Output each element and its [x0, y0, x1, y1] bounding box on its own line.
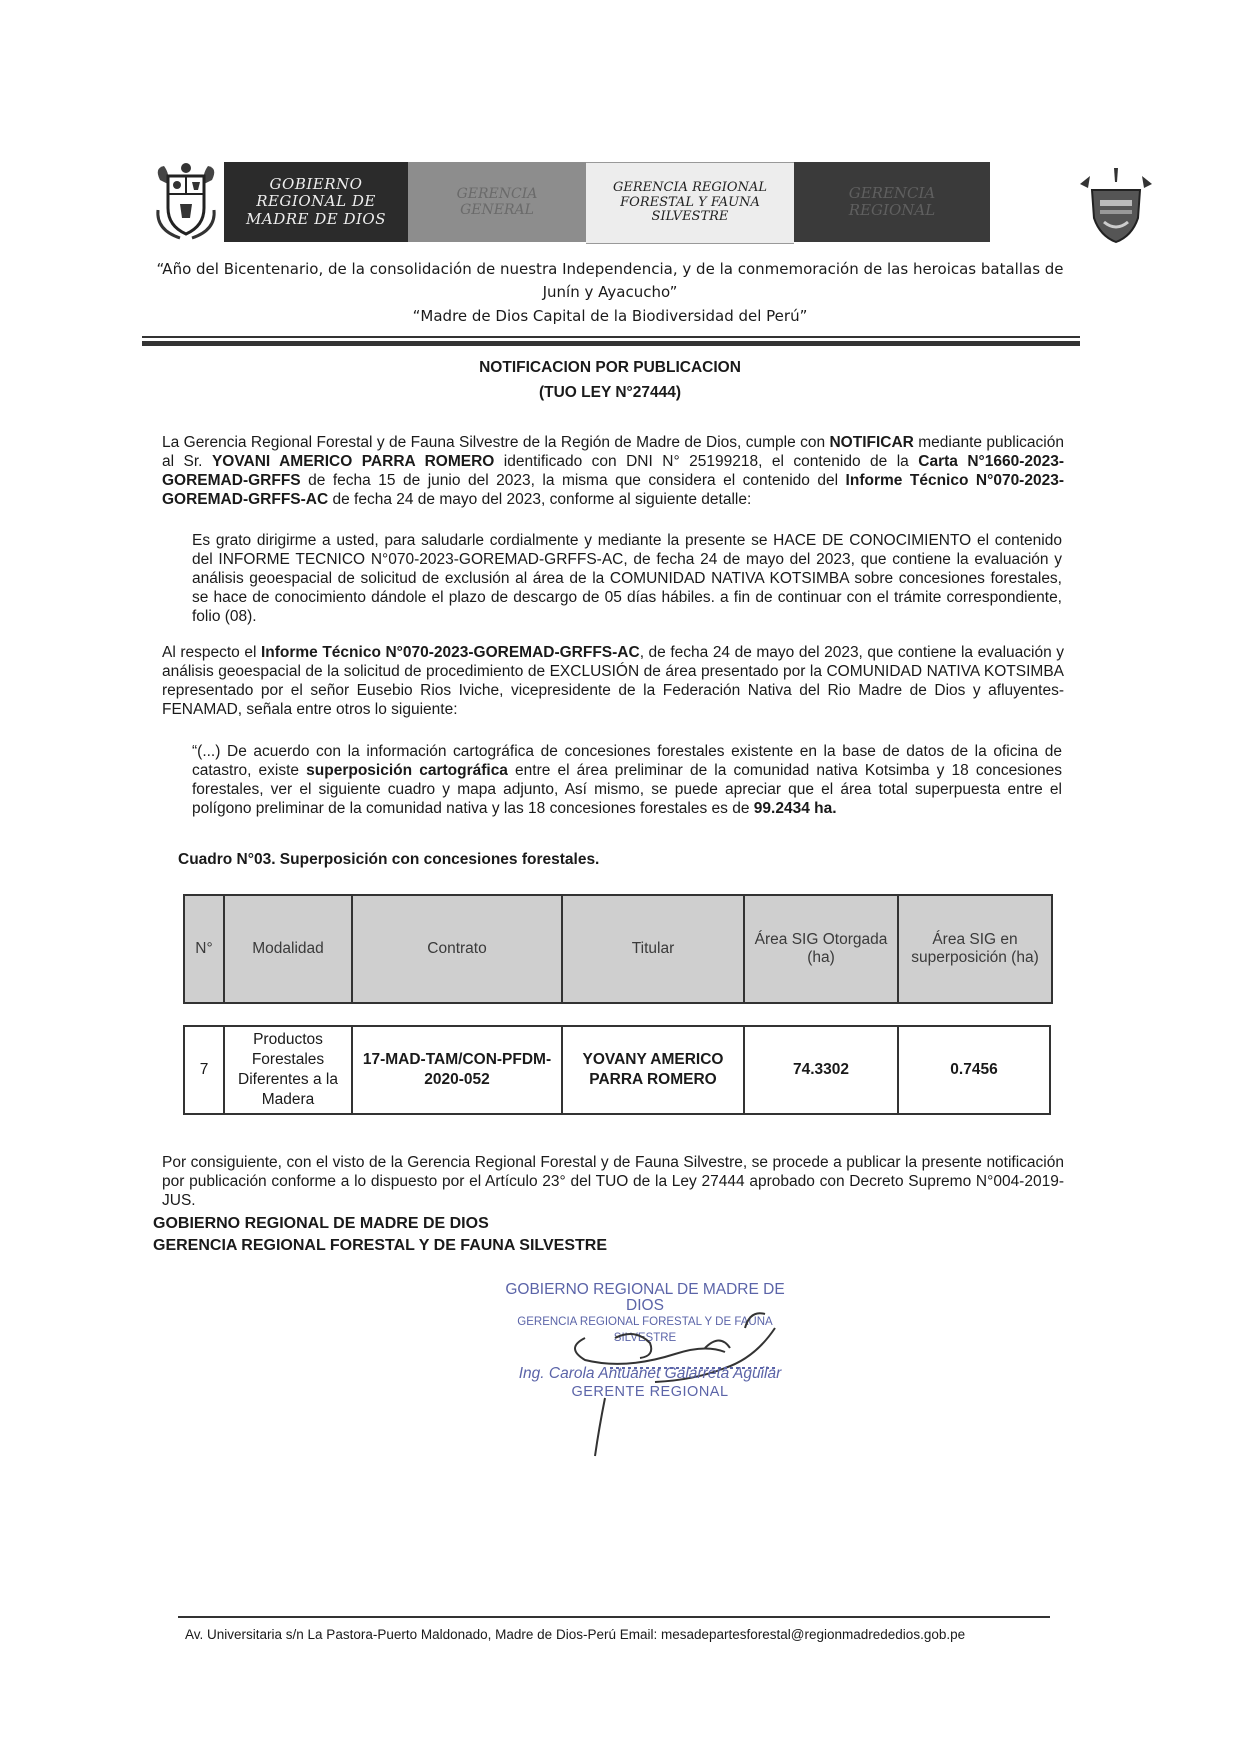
report-paragraph: Al respecto el Informe Técnico N°070-2023-GOREMAD-GRFFS-AC, de fecha 24 de mayo del 2023, que contiene la evaluación y análisis geoespacial de la solicitud de procedimiento de EXCLUSIÓN de área presentado por la COMUNIDAD NATIVA KOTSIMBA representado por el señor Eusebio Rios Iviche, vicepresidente de la Federación Nativa del Rio Madre de Dios y afluyentes-FENAMAD, señala entre otros lo siguiente:	[162, 644, 1064, 718]
motto-line-2: Junín y Ayacucho”	[542, 283, 678, 301]
table-caption: Cuadro N°03. Superposición con concesiones forestales.	[178, 851, 600, 868]
table-row	[184, 1026, 1050, 1114]
table-header	[183, 894, 1053, 1004]
column-header-area-otorgada: Área SIG Otorgada (ha)	[744, 895, 898, 1003]
cell-contrato: 17-MAD-TAM/CON-PFDM-2020-052	[352, 1026, 562, 1114]
cell-modalidad: Productos Forestales Diferentes a la Madera	[224, 1026, 352, 1114]
coat-of-arms-emblem	[150, 160, 222, 242]
cell-titular: YOVANY AMERICO PARRA ROMERO	[562, 1026, 744, 1114]
intro-paragraph: La Gerencia Regional Forestal y de Fauna Silvestre de la Región de Madre de Dios, cumple con NOTIFICAR mediante publicación al Sr. YOVANI AMERICO PARRA ROMERO identificado con DNI N° 25199218, el contenido de la Carta N°1660-2023-GOREMAD-GRFFS de fecha 15 de junio del 2023, la misma que considera el contenido del Informe Técnico N°070-2023-GOREMAD-GRFFS-AC de fecha 24 de mayo del 2023, conforme al siguiente detalle:	[162, 434, 1065, 508]
footer-divider	[178, 1616, 1050, 1618]
header-divider-thick	[142, 341, 1080, 346]
motto-line-1: “Año del Bicentenario, de la consolidación de nuestra Independencia, y de la conmemoración de las heroicas batallas de	[156, 260, 1064, 278]
column-header-modalidad: Modalidad	[224, 895, 352, 1003]
stamp-organization: GOBIERNO REGIONAL DE MADRE DE DIOS GERENCIA REGIONAL FORESTAL Y DE FAUNA SILVESTRE	[505, 1281, 785, 1344]
signoff-line-1: GOBIERNO REGIONAL DE MADRE DE DIOS	[153, 1215, 489, 1232]
report-quote-paragraph: “(...) De acuerdo con la información cartográfica de concesiones forestales existente en la base de datos de la oficina de catastro, existe superposición cartográfica entre el área preliminar de la comunidad nativa Kotsimba y 18 concesiones forestales, ver el siguiente cuadro y mapa adjunto, Así mismo, se puede apreciar que el área total superpuesta entre el polígono preliminar de la comunidad nativa y las 18 concesiones forestales es de 99.2434 ha.	[192, 743, 1062, 817]
header-box-gerencia-regional: GERENCIA REGIONAL	[794, 162, 990, 242]
footer-address: Av. Universitaria s/n La Pastora-Puerto Maldonado, Madre de Dios-Perú Email: mesadepartesforestal@regionmadrededios.gob.pe	[185, 1627, 966, 1642]
regional-shield-emblem	[1076, 166, 1156, 246]
document-subtitle: (TUO LEY N°27444)	[538, 384, 681, 401]
letter-quote-paragraph: Es grato dirigirme a usted, para saludarle cordialmente y mediante la presente se HACE DE CONOCIMIENTO el contenido del INFORME TECNICO N°070-2023-GOREMAD-GRFFS-AC, de fecha 24 de mayo del 2023, que contiene la evaluación y análisis geoespacial de solicitud de exclusión al área de la COMUNIDAD NATIVA KOTSIMBA sobre concesiones forestales, se hace de conocimiento dándole el plazo de descargo de 05 días hábiles. a fin de continuar con el trámite correspondiente, folio (08).	[192, 532, 1062, 625]
stamp-signatory: Ing. Carola Antuanet Galarreta Aguilar GERENTE REGIONAL	[518, 1365, 782, 1400]
header-box-gobierno: GOBIERNO REGIONAL DE MADRE DE DIOS	[224, 162, 408, 242]
column-header-contrato: Contrato	[352, 895, 562, 1003]
cell-area-superposicion: 0.7456	[898, 1026, 1050, 1114]
signoff-line-2: GERENCIA REGIONAL FORESTAL Y DE FAUNA SILVESTRE	[153, 1237, 607, 1254]
column-header-area-superposicion: Área SIG en superposición (ha)	[898, 895, 1052, 1003]
document-title: NOTIFICACION POR PUBLICACION	[479, 359, 741, 376]
table-body	[183, 1025, 1051, 1115]
header-box-gerencia-general: GERENCIA GENERAL	[408, 162, 586, 242]
closing-paragraph: Por consiguiente, con el visto de la Gerencia Regional Forestal y de Fauna Silvestre, se procede a publicar la presente notificación por publicación conforme a lo dispuesto por el Artículo 23° del TUO de la Ley 27444 aprobado con Decreto Supremo N°004-2019-JUS.	[162, 1154, 1064, 1209]
cell-n: 7	[184, 1026, 224, 1114]
header-divider-thin	[142, 336, 1080, 338]
column-header-n: N°	[184, 895, 224, 1003]
cell-area-otorgada: 74.3302	[744, 1026, 898, 1114]
header-box-gerencia-forestal: GERENCIA REGIONAL FORESTAL Y FAUNA SILVESTRE	[586, 162, 794, 244]
motto-line-3: “Madre de Dios Capital de la Biodiversidad del Perú”	[412, 307, 808, 325]
column-header-titular: Titular	[562, 895, 744, 1003]
